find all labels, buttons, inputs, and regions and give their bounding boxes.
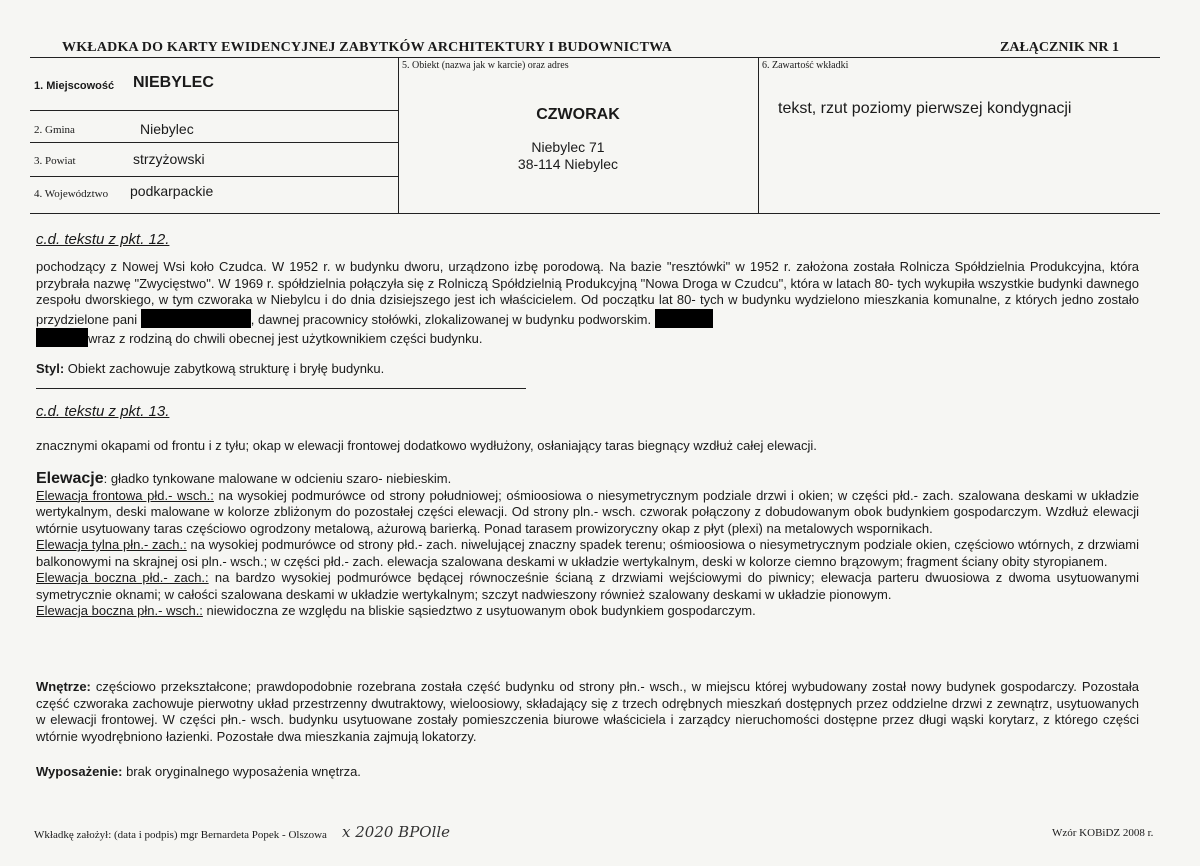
form-version: Wzór KOBiDZ 2008 r.: [1052, 827, 1154, 839]
section-12-text-c: wraz z rodziną do chwili obecnej jest użytkownikiem części budynku.: [88, 331, 483, 346]
powiat-value: strzyżowski: [133, 151, 205, 167]
tylna-text: na wysokiej podmurówce od strony płd.- zach. niwelującej znaczny spadek terenu; ośmioosiowa o niesymetrycznym podziale okien, częściowo wtórnych, z drzwiami balkonowymi na skrajnej osi pln.- wsch.; w części płd.- zach. elewacja szalowana deskami w układzie wertykalnym, deski w kolorze ciemno brązowym; fragment ściany obity styropianem.: [36, 537, 1140, 569]
section-13-heading: c.d. tekstu z pkt. 13.: [36, 403, 170, 420]
elewacje-block: [36, 471, 1139, 620]
header-top-rule: [30, 57, 1160, 58]
boczna-pld-label: Elewacja boczna płd.- zach.:: [36, 570, 209, 585]
column-divider-2: [758, 57, 759, 214]
section-12-paragraph: [36, 259, 1139, 348]
form-title: WKŁADKA DO KARTY EWIDENCYJNEJ ZABYTKÓW ARCHITEKTURY I BUDOWNICTWA: [62, 40, 673, 55]
row-divider-3: [30, 176, 398, 177]
miejscowosc-label: 1. Miejscowość: [34, 80, 115, 92]
row-divider-1: [30, 110, 398, 111]
boczna-pld-text: na bardzo wysokiej podmurówce będącej równocześnie ścianą z drzwiami wejściowymi do piwnicy; elewacja parteru dwuosiowa z dwoma usytuowanymi symetrycznie oknami; w całości szalowana deskami w układzie wertykalnym; szczyt nadwieszony również szalowany deskami w układzie pionowym.: [36, 570, 1139, 602]
obiekt-address-line1: Niebylec 71: [531, 139, 605, 155]
section-12-heading: c.d. tekstu z pkt. 12.: [36, 231, 170, 248]
wyposazenie-text: brak oryginalnego wyposażenia wnętrza.: [122, 764, 361, 779]
annex-label: ZAŁĄCZNIK NR 1: [1000, 40, 1120, 55]
wojewodztwo-label: 4. Województwo: [34, 188, 109, 200]
section-12-text-b: , dawnej pracownicy stołówki, zlokalizowanej w budynku podworskim.: [250, 311, 655, 327]
redacted-name-3: [36, 328, 88, 347]
redacted-name-1: [141, 309, 251, 328]
obiekt-label: 5. Obiekt (nazwa jak w karcie) oraz adres: [402, 60, 569, 71]
wnetrze-block: [36, 679, 1139, 745]
miejscowosc-value: NIEBYLEC: [133, 74, 214, 91]
styl-line: [36, 361, 384, 378]
gmina-value: Niebylec: [140, 121, 194, 137]
row-divider-2: [30, 142, 398, 143]
wojewodztwo-value: podkarpackie: [130, 183, 214, 199]
obiekt-name: CZWORAK: [536, 106, 620, 123]
header-bottom-rule: [30, 213, 1160, 214]
column-divider-1: [398, 57, 399, 214]
elewacje-text: : gładko tynkowane malowane w odcieniu szaro- niebieskim.: [103, 471, 452, 486]
elewacje-label: Elewacje: [36, 470, 104, 487]
handwritten-signature: x 2020 BPOlle: [342, 823, 451, 841]
wnetrze-text: częściowo przekształcone; prawdopodobnie rozebrana została część budynku od strony płn.- wsch., w miejscu której wybudowany został nowy budynek gospodarczy. Pozostała część czworaka zachowuje pierwotny układ przestrzenny dwutraktowy, wieloosiowy, składający się z trzech odrębnych mieszkań dostępnych przez oddzielne drzwi z zewnątrz, usytuowanych w elewacji frontowej. W części płn.- wsch. budynku usytuowane zostały pomieszczenia biurowe właściciela i zarządcy nieruchomości dostępne przez długi wąski korytarz, z którego części wtórnie wyodrębniono łazienki. Pozostałe dwa mieszkania zajmują lokatorzy.: [36, 679, 1139, 744]
author-line: Wkładkę założył: (data i podpis) mgr Bernardeta Popek - Olszowa: [34, 829, 327, 841]
boczna-pln-text: niewidoczna ze względu na bliskie sąsiedztwo z usytuowanym obok budynkiem gospodarczym.: [202, 603, 756, 618]
gmina-label: 2. Gmina: [34, 124, 75, 136]
zawartosc-value: tekst, rzut poziomy pierwszej kondygnacji: [778, 100, 1072, 117]
obiekt-address-line2: 38-114 Niebylec: [517, 156, 619, 172]
section-12-text-a: pochodzący z Nowej Wsi koło Czudca. W 1952 r. w budynku dworu, urządzono izbę porodową. Na bazie "resztówki" w 1952 r. założona została Rolnicza Spółdzielnia Produkcyjna, która przybrała nazwę "Zwycięstwo". W 1969 r. spółdzielnia połączyła się z Rolniczą Spółdzielnią Produkcyjną "Nowa Droga w Czudcu", która w latach 80- tych wykupiła wszystkie budynki dawnego zespołu dworskiego, w tym czworaka w Niebylcu i do dnia dzisiejszego jest ich właścicielem. Od początku lat 80- tych w budynku wydzielono mieszkania komunalne, z których jedno zostało przydzielone pani: [36, 259, 1139, 327]
front-text: na wysokiej podmurówce od strony południowej; ośmioosiowa o niesymetrycznym podziale drzwi i okien; w części płd.- zach. szalowana deskami w układzie wertykalnym, deski malowane w kolorze zbliżonym do pozostałej części elewacji. Od strony pln.- wsch. czworak połączony z dobudowanym obok budynkiem gospodarczym. Wzdłuż elewacji wtórnie usytuowany taras częściowo ogrodzony metalową, ażurową barierką. Ponad tarasem prowizoryczny okap z płyt (plexi) na metalowych wspornikach.: [36, 487, 1139, 536]
wnetrze-label: Wnętrze:: [36, 679, 91, 694]
boczna-pln-label: Elewacja boczna płn.- wsch.:: [36, 603, 203, 618]
zawartosc-label: 6. Zawartość wkładki: [762, 60, 849, 71]
section-13-intro: znacznymi okapami od frontu i z tyłu; okap w elewacji frontowej dodatkowo wydłużony, osłaniający taras biegnący wzdłuż całej elewacji.: [36, 438, 817, 453]
powiat-label: 3. Powiat: [34, 155, 76, 167]
section-separator: [36, 388, 526, 389]
redacted-name-2: [655, 309, 713, 328]
wyposazenie-label: Wyposażenie:: [36, 764, 123, 779]
front-label: Elewacja frontowa płd.- wsch.:: [36, 487, 214, 503]
tylna-label: Elewacja tylna płn.- zach.:: [36, 537, 187, 552]
styl-label: Styl:: [36, 361, 65, 376]
wyposazenie-block: [36, 764, 361, 781]
styl-text: Obiekt zachowuje zabytkową strukturę i bryłę budynku.: [64, 361, 385, 376]
